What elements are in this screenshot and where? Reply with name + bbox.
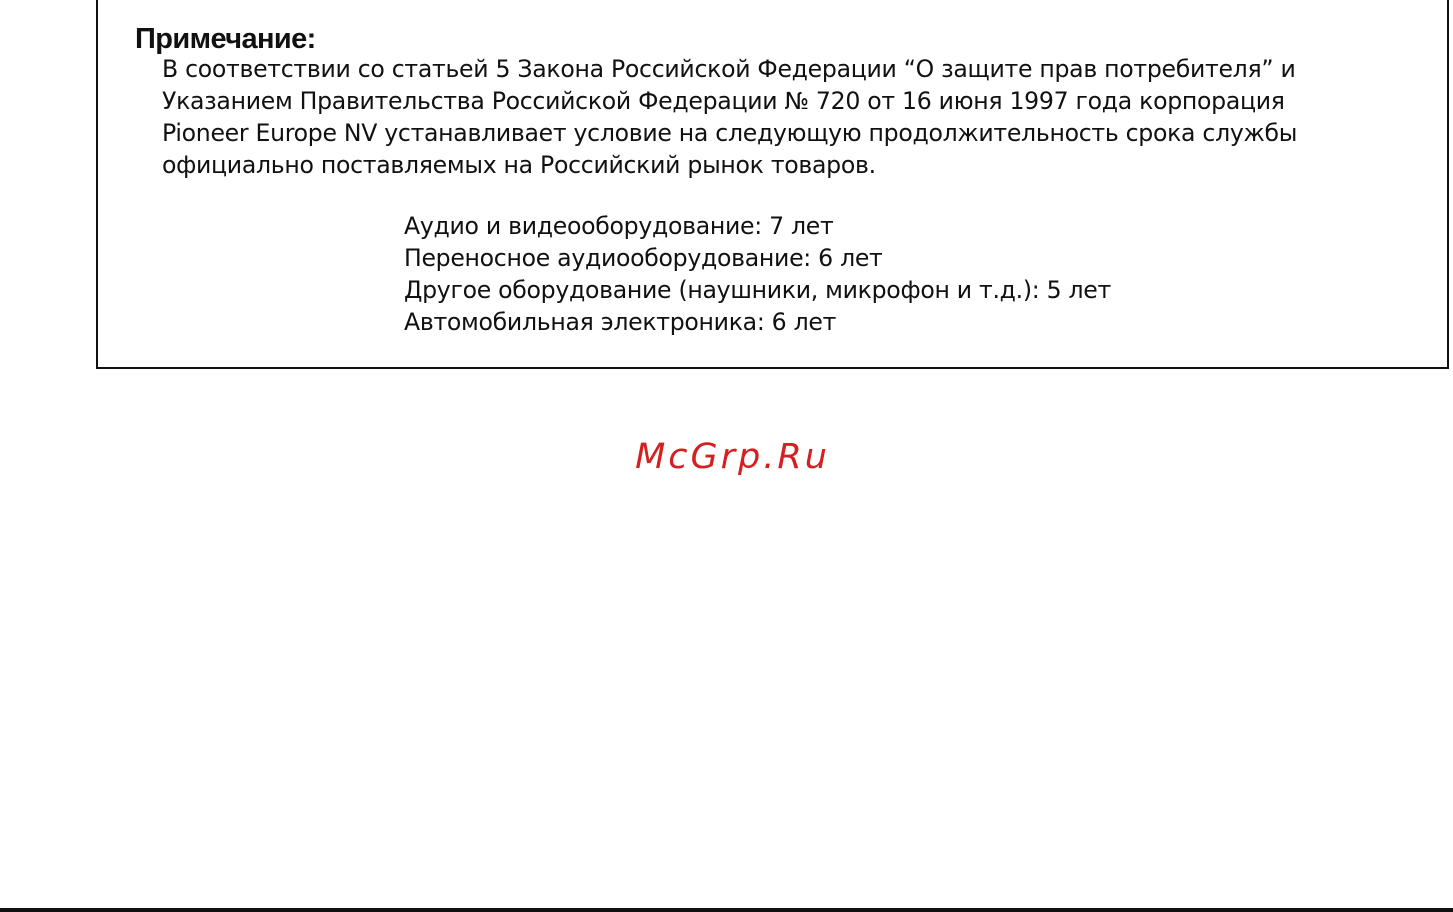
note-body (162, 53, 1432, 181)
service-life-item-other-equipment: Другое оборудование (наушники, микрофон и т.д.): 5 лет (404, 276, 1111, 304)
watermark-text: McGrp.Ru (635, 437, 830, 477)
page-bottom-divider (0, 908, 1453, 912)
service-life-list (404, 210, 1111, 338)
note-body-line: Указанием Правительства Российской Федерации № 720 от 16 июня 1997 года корпорация (162, 87, 1285, 115)
note-body-line: официально поставляемых на Российский рынок товаров. (162, 151, 876, 179)
service-life-item-car-electronics: Автомобильная электроника: 6 лет (404, 308, 837, 336)
note-title: Примечание: (135, 23, 316, 55)
service-life-item-audio-video: Аудио и видеооборудование: 7 лет (404, 212, 834, 240)
note-box (96, 0, 1449, 369)
note-body-line: В соответствии со статьей 5 Закона Российской Федерации “О защите прав потребителя” и (162, 55, 1296, 83)
note-body-line: Pioneer Europe NV устанавливает условие на следующую продолжительность срока службы (162, 119, 1298, 147)
service-life-item-portable-audio: Переносное аудиооборудование: 6 лет (404, 244, 883, 272)
